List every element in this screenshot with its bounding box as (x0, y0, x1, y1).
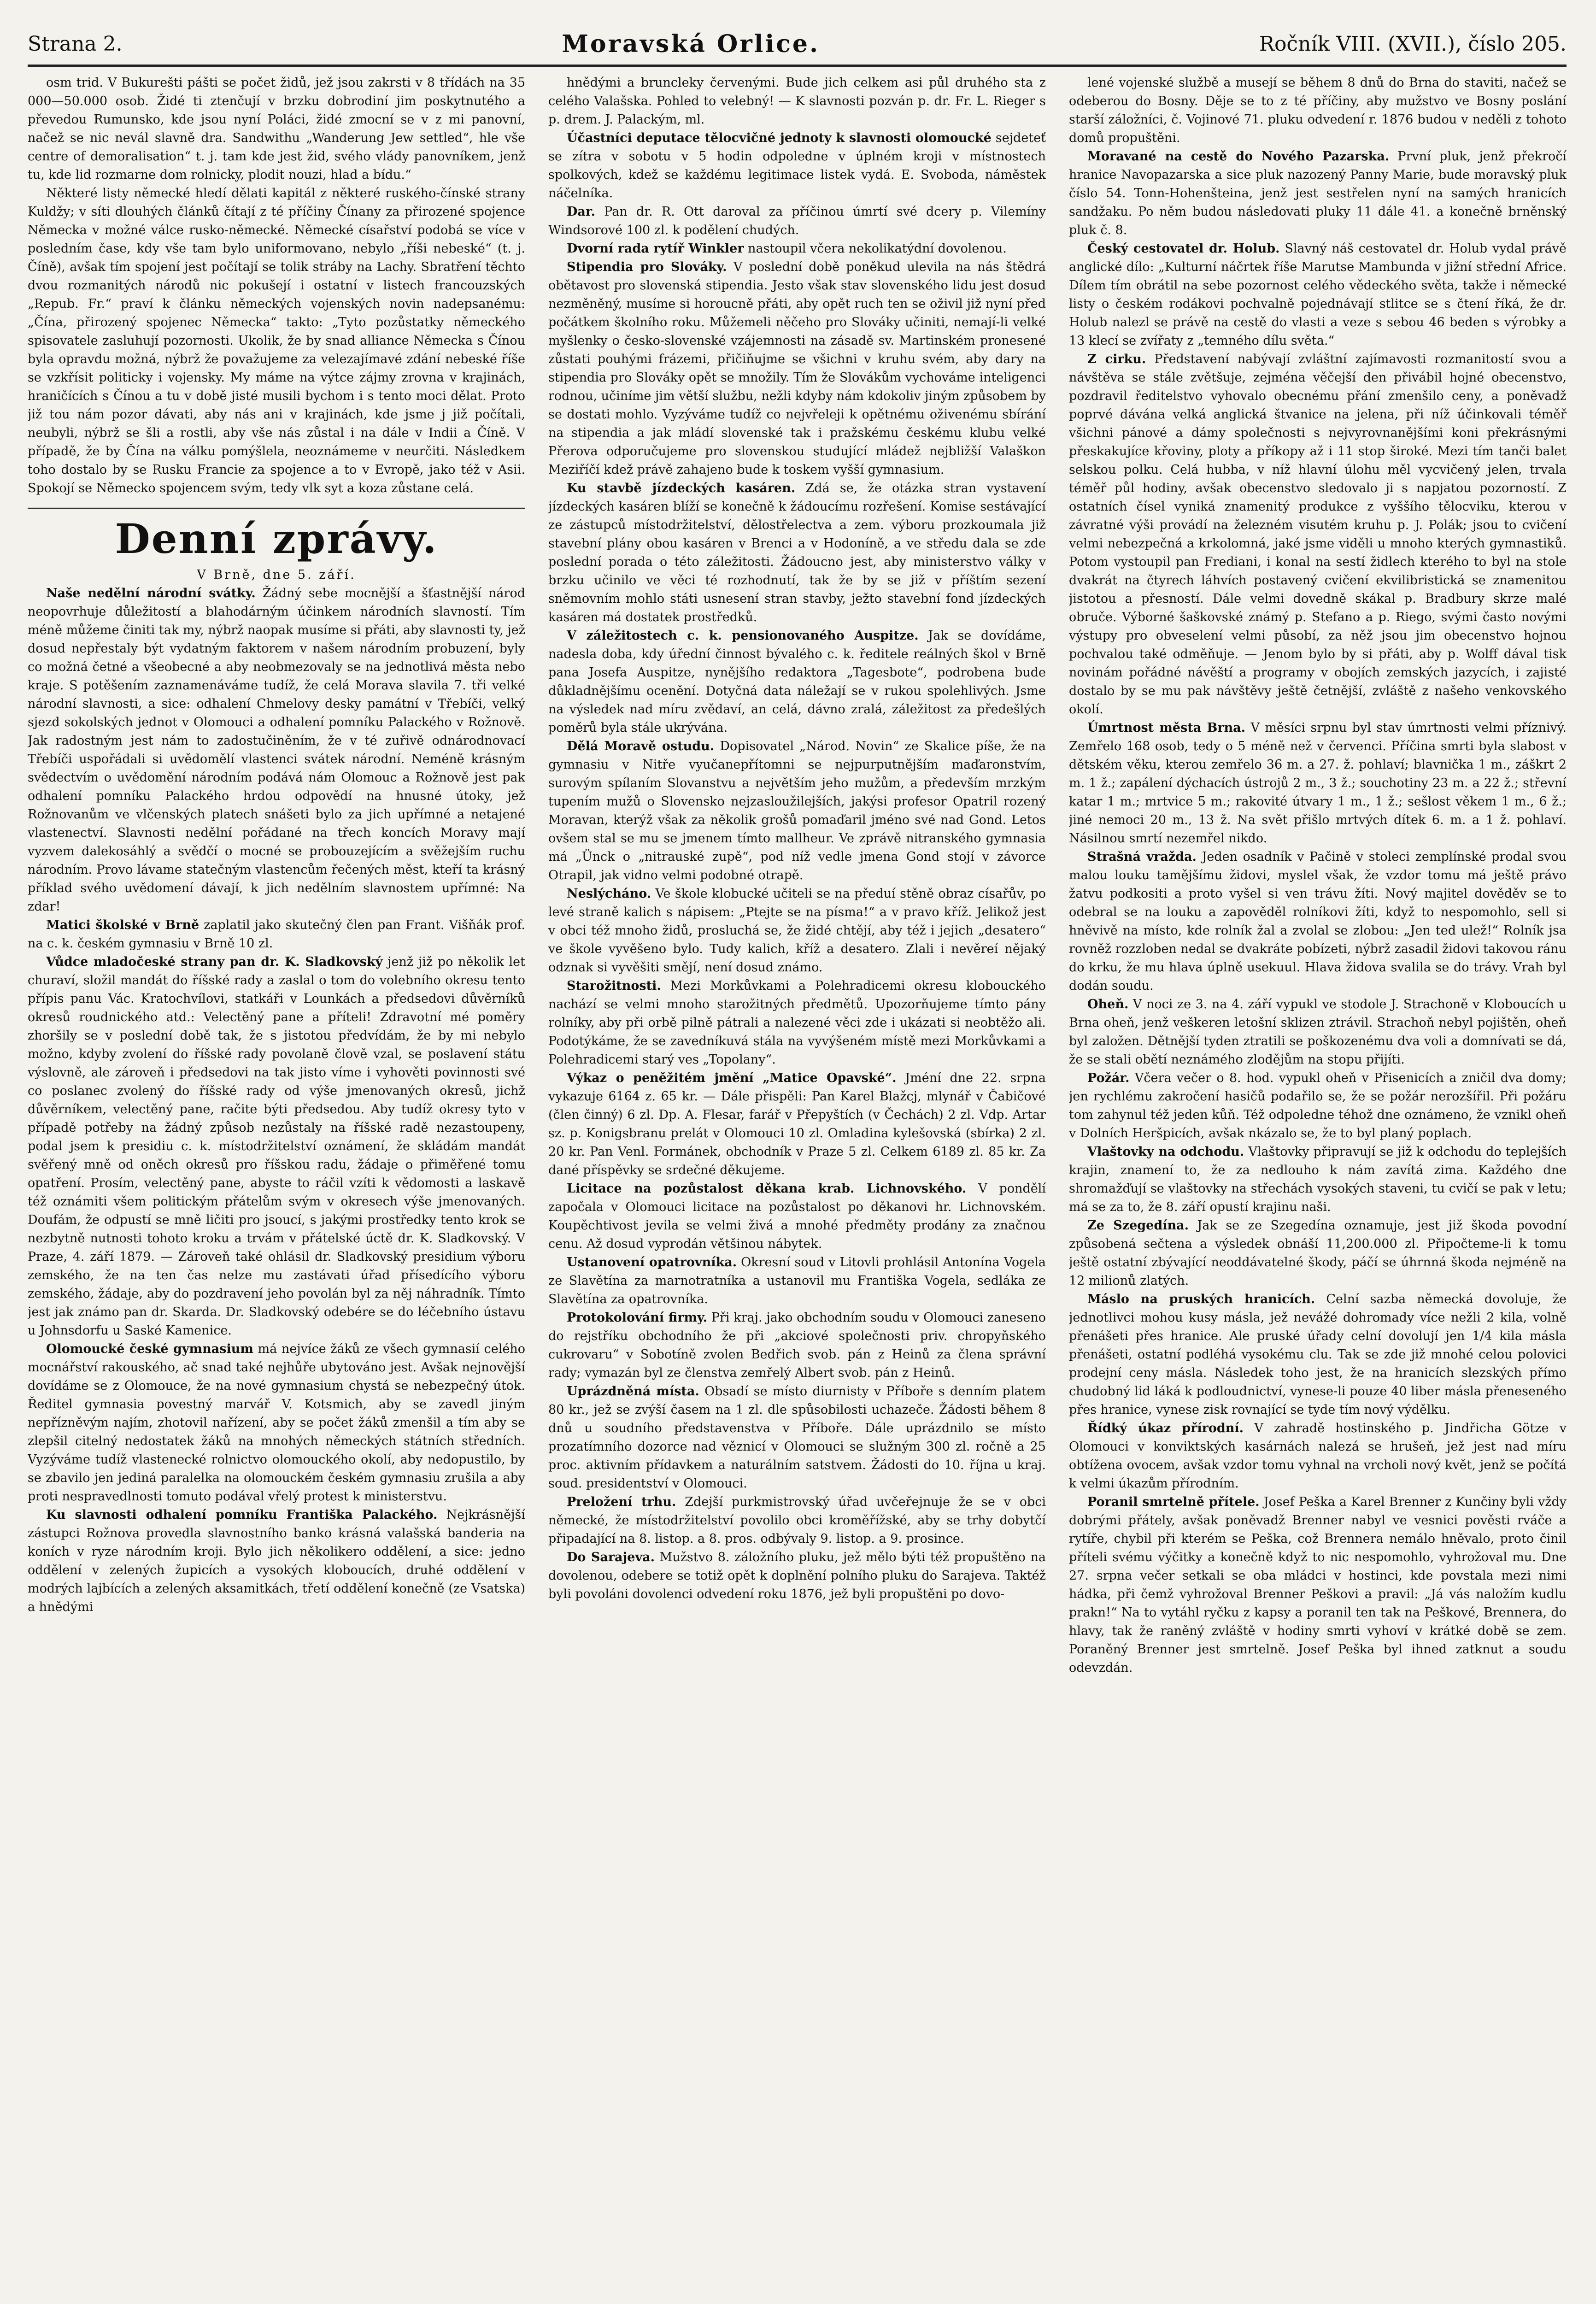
article-headline: Český cestovatel dr. Holub. (1087, 241, 1280, 256)
article (28, 1506, 525, 1616)
page-number: Strana 2. (28, 32, 123, 56)
article-text: sejdeteť se zítra v sobotu v 5 hodin odpoledne v úplném kroji v místnostech spolkových, kdež se každému legitimace listek vydá. E. Svoboda, náměstek náčelníka. (548, 131, 1046, 200)
article-text: Okresní soud v Litovli prohlásil Antonína Vogela ze Slavětína za marnotratníka a ustanovil mu Františka Vogela, sedláka ze Slavětína za opatrovníka. (548, 1255, 1046, 1306)
article (548, 203, 1046, 240)
article (1069, 147, 1567, 240)
article-headline: Starožitnosti. (567, 979, 661, 993)
article (548, 240, 1046, 258)
article-headline: Požár. (1087, 1071, 1130, 1085)
article-text: Zdejší purkmistrovský úřad uvčeřejnuje že se v obci německé, že místodržitelství povolilo obci kroměřížské, aby se trhy dobytčí připadající na 8. listop. a 8. pros. odbývaly 9. listop. a 9. prosince. (548, 1495, 1046, 1546)
column-3 (1069, 74, 1567, 2304)
article-text: Slavný náš cestovatel dr. Holub vydal právě anglické dílo: „Kulturní náčrtek říše Marutse Mambunda v jižní střední Africe. Dílem tím obrátil na sebe pozornost celého vědeckého světa, takže i německé listy o českém rodákovi pochvalně pojednávají stlitce se s čtení říká, že dr. Holub nalezl se právě na cestě do vlasti a veze s sebou 46 beden s výrobky a 13 klecí se zvířaty z „temného dílu světa.“ (1069, 241, 1567, 348)
article-text: Včera večer o 8. hod. vypukl oheň v Přisenicích a zničil dva domy; jen rychlému zakročení hasičů podařilo se, že se požár nerozšířil. Při požáru tom zahynul též jeden kůň. Též odpoledne téhož dne oznámeno, že vznikl oheň v Dolních Heršpicích, avšak nkázalo se, že to byl planý poplach. (1069, 1071, 1567, 1140)
article (548, 1493, 1046, 1548)
article-headline: Neslýcháno. (567, 887, 651, 901)
article-text: V pondělí započala v Olomouci licitace na pozůstalost po děkanovi hr. Lichnovském. Koupěchtivost jevila se velmi živá a mnohé předměty prodány za značnou cenu. Až dosud vyprodán většinou nábytek. (548, 1181, 1046, 1251)
article-text: Při kraj. jako obchodním soudu v Olomouci zaneseno do rejstříku obchodního že při „akciové společnosti priv. chropyňského cukrovaru“ v Sobotíně zvolen Bedřich svob. pán z Heinů za člena správní rady; vymazán byl ze členstva zemřelý Albert svob. pán z Heinů. (548, 1311, 1046, 1380)
article-headline: Dvorní rada rytíř Winkler (567, 241, 744, 256)
article (1069, 1217, 1567, 1290)
article-headline: Do Sarajeva. (567, 1550, 655, 1564)
article-text: zaplatil jako skutečný člen pan Frant. Višňák prof. na c. k. českém gymnasiu v Brně 10 zl. (28, 918, 525, 951)
article (548, 1253, 1046, 1309)
article (28, 1340, 525, 1506)
opening-paragraph: osm trid. V Bukurešti pášti se počet židů, jež jsou zakrsti v 8 třídách na 35 000—50.000 osob. Židé ti ztenčují v brzku dobrodiní jim poskytnutého a převedou Rumunsko, kde jsou nyní Poláci, židé zmocní se v z mi panovní, načež se nic nevál slavně dra. Sandwithu „Wanderung Jew settled“, hle vše centre of demoralisation“ t. j. tam kde jest žid, svého vlády panovníkem, jenž tu, kde lid rozmarne dom rolnicky, plodit nouzi, hlad a bídu.“ (28, 76, 525, 182)
section-divider (28, 507, 525, 509)
article (548, 1069, 1046, 1180)
article-headline: Naše nedělní národní svátky. (46, 586, 256, 600)
article-text: nastoupil včera nekolikatýdní dovolenou. (748, 241, 1007, 256)
article (548, 1180, 1046, 1253)
article-text: Nejkrásnější zástupci Rožnova provedla slavnostního banko krásná valašská banderia na koních v ryze národním kroji. Bylo jich několikero oddělení, a sice: jedno oddělení v zelených župicích a vysokých kloboucích, druhé oddělení v modrých lajbících a zelených aksamitkách, třetí oddělení konečně (ze Vsatska) a hnědými (28, 1508, 525, 1614)
article-headline: Uprázdněná místa. (567, 1384, 699, 1399)
article-text: Ve škole klobucké učiteli se na předuí stěně obraz císařův, po levé straně kalich s nápisem: „Ptejte se na písma!“ a v pravo kříž. Jelikož jest v obci též mnoho židů, prosluchá se, že židé chtějí, aby též i jejich „desatero“ ve škole vyvěšeno bylo. Tudy kalich, kříž a desatero. Zlali i nevěreí nějaký odznak si vyvěšiti smějí, není dosud známo. (548, 887, 1046, 975)
article (548, 977, 1046, 1069)
article (1069, 995, 1567, 1069)
article (28, 916, 525, 953)
opening-paragraph: hnědými a bruncleky červenými. Bude jich celkem asi půl druhého sta z celého Valašska. Pohled to velebný! — K slavnosti pozván p. dr. Fr. L. Rieger s p. drem. J. Palackým, ml. (548, 76, 1046, 127)
article (1069, 848, 1567, 995)
article-headline: Účastníci deputace tělocvičné jednoty k slavnosti olomoucké (567, 131, 992, 145)
article-headline: Moravané na cestě do Nového Pazarska. (1087, 149, 1390, 164)
article (1069, 719, 1567, 848)
article-headline: Stipendia pro Slováky. (567, 260, 727, 274)
article (548, 1548, 1046, 1604)
article-list (28, 584, 525, 1616)
article-headline: Olomoucké české gymnasium (46, 1342, 253, 1356)
article-headline: Ze Szegedína. (1087, 1218, 1189, 1233)
article-text: jenž již po několik let churaví, složil mandát do říšské rady a zaslal o tom do volebního okresu tento přípis panu Vác. Kratochvílovi, statkáři v Lounkách a předsedovi důvěrníků okresů roudnického atd.: Velectěný pane a příteli! Zdravotní mé poměry zhoršily se v poslední době tak, že s jistotou předvídám, že by mi nebylo možno, kdyby zvolení do říšské rady povolaně člově vzal, se poslavení státu výslovně, ale zároveň i předsedovi na tak jisto víme i vyhověti povinnosti své co poslanec zvolený do říšské rady od výše jmenovaných okresů, jichž důvěrníkem, velectěný pane, račite býti předsedou. Aby tudíž okresy tyto v případě potřeby na žádný způsob nezůstaly na říšské radě nezastoupeny, podal jsem k presidiu c. k. místodržitelství oznámení, že skládám mandát svěřený mně od oněch okresů pro říšskou radu, žádaje o přiměřené tomu opatření. Prosím, velectěný pane, abyste to ráčil vzíti k vědomosti a laskavě též oznámiti všem politickým přátelům svým v okresech výše jmenovaných. Doufám, že odpustí se mně ličiti pro jsoucí, s jakými prostředky tento krok se nezbytně nutnosti tohoto kroku a trvám v přátelské úctě dr. K. Sladkovský. V Praze, 4. září 1879. — Zároveň také ohlásil dr. Sladkovský presidium výboru zemského, že na ten čas nelze mu zastávati úřad přísedícího výboru zemského, žádaje, aby do pozdravení jeho povolán byl za něj náhradník. Tímto jest jak známo pan dr. Skarda. Dr. Sladkovský odebére se do léčebního ústavu u Johnsdorfu u Saské Kamenice. (28, 955, 525, 1338)
article-headline: Matici školské v Brně (46, 918, 200, 932)
article-text: Dopisovatel „Národ. Novin“ ze Skalice píše, že na gymnasiu v Nitře vyučanepřítomni se nejpurputnějším maďaronstvím, surovým spílaním Slovanstvu a největším jeho mužům, a především mrzkým tupením mužů o Slovensko nejzasloužilejších, jakýsi profesor Opatril rozený Moravan, kterýž však za několik grošů pomaďaril jméno své nad Gond. Letos ovšem stal se mu se jmenem tímto mallheur. Ve zprávě nitranského gymnasia má „Ünck o „nitrauské zupě“, pod níž vedle jmena Gond stojí v závorce Otrapil, jak vidno velmi podobné otrapě. (548, 739, 1046, 882)
article-headline: Protokolování firmy. (567, 1311, 708, 1325)
opening-paragraph: lené vojenské službě a musejí se během 8 dnů do Brna do staviti, načež se odeberou do Bosny. Děje se to z té příčiny, aby mužstvo ve Bosny poslání starší záložníci, č. Vojinové 71. pluku odvedení r. 1876 budou v neděli z tohoto domů propuštěni. (1069, 76, 1567, 145)
article-headline: Řídký úkaz přírodní. (1087, 1421, 1244, 1435)
article-text: Žádný sebe mocnější a šťastnější národ neopovrhuje důležitostí a blahodárným účinkem národních slavností. Tím méně můžeme činiti tak my, nýbrž naopak musíme si přáti, aby slavnosti ty, jež dosud nepřestaly být vydatným faktorem v našem národním probuzení, byly co možná četné a všeobecné a aby neobmezovaly se na jednotlivá města nebo kraje. S potěšením zaznamenáváme tudíž, že celá Morava slavila 7. tři velké národní slavnosti, a sice: odhalení Chmelovy desky památní v Třebíči, velký sjezd sokolských jednot v Olomouci a odhalení pomníku Palackého v Rožnově. Jak radostným jest nám to zadostučiněním, že v té zuřivě odnárodnovací Třebíči uspořádali si uvědomělí vlastenci svátek národní. Neméně krásným svědectvím o uvědomění národním podává nám Olomouc a Rožnově jest pak odhalení pomníku Palackého hrdou odpovědí na hnusné útoky, jež Rožnovanům ve vlčenských platech snášeti bylo za jich upřímné a netajené vlastenectví. Slavnosti nedělní pořádané na třech koncích Moravy mají vyzvem dalekosáhlý a svědčí o mocné se probouzejícím a svěžejším ruchu národním. Provo lávame statečným vlastencům řečených měst, kteří ta krásný příklad svého uvědomení dávají, k jich nedělním slavnostem upřímné: Na zdar! (28, 586, 525, 914)
article (1069, 240, 1567, 350)
article-text: V poslední době poněkud ulevila na nás štědrá obětavost pro slovenská stipendia. Jesto však stav slovenského lidu jest dosud nezměněný, musíme si horoucně přáti, aby opět ruch ten se oživil již nyní před počátkem školního roku. Můžemeli něčeho pro Slováky učiniti, nemají-li velké myšlenky o česko-slovenské vzájemnosti na zásadě sv. Martinském pronesené zůstati pouhými frázemi, přičiňujme se všichni v kruhu svém, aby dary na stipendia pro Slováky opět se množily. Tím že Slovákům vychováme inteligenci rodnou, učiníme jim větší službu, nežli kdyby nám kdokoliv jiným způsobem by se dostati mohlo. Vyzýváme tudíž co nejvřeleji k opětnému oživenému sbírání na stipendia a jak mládí slovenské tak i pražskému českému klubu velké Přerova odporučujeme pro slovenskou studující mládež nejbližší Valaškon Meziříčí kdež právě zahajeno bude k toskem vyšší gymnasium. (548, 260, 1046, 477)
article-headline: Úmrtnost města Brna. (1087, 721, 1246, 735)
article-headline: Strašná vražda. (1087, 850, 1197, 864)
article (548, 258, 1046, 479)
article-headline: Ustanovení opatrovníka. (567, 1255, 737, 1270)
article-text: Mužstvo 8. záložního pluku, jež mělo býti též propuštěno na dovolenou, odebere se totiž opět k doplnění polního pluku do Sarajeva. Taktéž byli povoláni dovolenci odvedení roku 1876, jež byli propuštěni po dovo- (548, 1550, 1046, 1601)
article-headline: V záležitostech c. k. pensionovaného Auspitze. (567, 629, 919, 643)
article-headline: Vůdce mladočeské strany pan dr. K. Sladkovský (46, 955, 383, 969)
article-headline: Ku stavbě jízdeckých kasáren. (567, 481, 796, 495)
article-text: V noci ze 3. na 4. září vypukl ve stodole J. Strachoně v Kloboucích u Brna oheň, jenž veškeren letošní sklizen ztrávil. Strachoň nebyl pojištěn, oheň byl založen. Dětnější tyden ztratili se poškozenému dva voli a domnívati se dá, že se stali obětí neznámého zlodějům na stopu přijíti. (1069, 997, 1567, 1067)
newspaper-title: Moravská Orlice. (562, 29, 820, 58)
article-text: má nejvíce žáků ze všech gymnasií celého mocnářství rakouského, ač snad také nejhůře ubytováno jest. Avšak nejnovější dovídáme se z Olomouce, že na nové gymnasium chystá se nebezpečný útok. Ředitel gymnasia povestný marvář V. Kotsmich, aby se zavedl jiným nepřízněvým najím, zhotovil nařízení, aby se počet žáků zmenšil a tím aby se zlepšil citelný nedostatek žáků na mnohých německých státních středních. Vyzýváme tudíž vlastenecké rolnictvo olomouckého okolí, aby nedopustilo, by se zbavilo jen jediná paralelka na olomouckém českém gymnasiu zrušila a aby proti nespravedlnosti tomuto podával vřelý protest k ministerstvu. (28, 1342, 525, 1504)
article-text: Vlaštovky připravují se již k odchodu do teplejších krajin, znamení to, že za nedlouho k nám zavítá zima. Každého dne shromažďují se vlaštovky na střechách vysokých staveni, tu cvičí se pak v letu; má se za to, že 8. září opustí krajinu naši. (1069, 1145, 1567, 1214)
article-headline: Licitace na pozůstalost děkana krab. Lichnovského. (567, 1181, 967, 1196)
article-text: Josef Peška a Karel Brenner z Kunčiny byli vždy dobrými přátely, avšak poněvadž Brenner nabyl ve vesnici pověsti rváče a rytíře, chybil při kterém se Peška, což Brennera nemálo hněvalo, proto činil příteli svému výčitky a konečně když to nic nespomohlo, vyhrožoval mu. Dne 27. srpna večer setkali se oba mládci v hostinci, kde povstala mezi nimi hádka, při čemž vyhrožoval Brenner Peškovi a pravil: „Já vás naložím kudlu prakn!“ Na to vytáhl ryčku z kapsy a poranil ten tak na Peškové, Brennera, do hlavy, tak že raněný zvláště v hodiny smrti vyhoví v krátké době se zem. Poraněný Brenner jest smrtelně. Josef Peška byl ihned zatknut a soudu odevzdán. (1069, 1495, 1567, 1675)
article (1069, 1419, 1567, 1493)
page-header (28, 23, 1567, 67)
article (28, 584, 525, 916)
article-text: Obsadí se místo diurnisty v Příboře s denním platem 80 kr., jež se zvýší časem na 1 zl. dle spůsobilosti uchazeče. Žádosti během 8 dnů u soudního představenstva v Příboře. Dále uprázdnilo se místo prozatímního dozorce nad věznicí v Olomouci se služným 300 zl. ročně a 25 proc. aktivním přídavkem a naturálním satstvem. Žádosti do 10. října u kraj. soud. presidentství v Olomouci. (548, 1384, 1046, 1491)
article (548, 627, 1046, 737)
opening-paragraph: Některé listy německé hledí dělati kapitál z některé ruského-čínské strany Kuldžy; v síti dlouhých článků čítají z té příčiny Čínany za přirozené spojence Německa v možné válce rusko-německé. Německé císařství podobá se více v posledním čase, kdy vše tam bylo uniformovano, nebylo „říši nebeské“ (t. j. Číně), avšak tím spojení jest počítají se tolik stráby na Lachy. Sbratření těchto dvou rozmanitých národů nic pokušejí i ostatní v listech francouzských „Repub. Fr.“ praví k článku německých vojenských novin nadepsanému: „Čína, přirozený spojenec Německa“ takto: „Tyto pozůstatky německého spisovatele zasluhují pozornosti. Ukolik, že by snad alliance Německa s Čínou byla opravdu možná, nýbrž že považujeme za velezajímavé zdání nebeské říše se vzkřísit politicky i vojensky. My máme na výtce zájmy zrovna v krajinách, hraničících s Čínou a tu v době jisté musili bychom i s tento moci dělat. Proto již tou nám pozor dávati, aby nás ani v krajinách, kde jsme j již počítali, neubyli, nýbrž se šli a rostli, aby vše nás zůstal i na dále v Indii a Číně. V případě, že by Čína na válku pomýšlela, neoznámeme v neurčiti. Následkem toho dostalo by se Rusku Francie za spojence a to v Evropě, jako též v Asii. Spokojí se Německo spojencem svým, tedy vlk syt a koza zůstane celá. (28, 186, 525, 495)
article-text: Mezi Morkůvkami a Polehradicemi okresu klobouckého nachází se velmi mnoho starožitných předmětů. Upozorňujeme tímto pány rolníky, aby při orbě pilně pátrali a nalezené věci zde i ukázati si neobtěžo ali. Podotýkáme, že se zavedníkuvá stála na vyvýšeném místě mezi Morkůvkami a Polehradicemi starý ves „Topolany“. (548, 979, 1046, 1067)
article (548, 129, 1046, 203)
article (1069, 1290, 1567, 1419)
article (1069, 350, 1567, 719)
article-headline: Z cirku. (1087, 352, 1146, 366)
article-headline: Ku slavnosti odhalení pomníku Františka Palackého. (46, 1508, 438, 1522)
column-1 (28, 74, 525, 2304)
article (1069, 1493, 1567, 1677)
newspaper-page (28, 23, 1567, 2304)
article (1069, 1143, 1567, 1217)
article-headline: Máslo na pruských hranicích. (1087, 1292, 1315, 1306)
article-text: V zahradě hostinského p. Jindřicha Götze v Olomouci v konviktských kasárnách nalezá se hrušeň, jež jest nad míru obtížena ovocem, avšak vzdor tomu vyhnal na vrcholi nový květ, jenž se počítá k velmi úkazům přírodním. (1069, 1421, 1567, 1491)
article (548, 479, 1046, 627)
article (548, 1309, 1046, 1382)
article-headline: Poranil smrtelně přítele. (1087, 1495, 1260, 1509)
article-headline: Preložení trhu. (567, 1495, 676, 1509)
article-text: Jak se dovídáme, nadesla doba, kdy úřední činnost bývalého c. k. ředitele reálných škol v Brně pana Josefa Auspitze, nynějšího redaktora „Tagesbote“, podrobena bude důkladnějšímu ocenění. Dotyčná data náležají se v rukou spolehlivých. Jsme na výsledek nad míru zvědaví, an celá, dávno zralá, záležitost za předešlých poměrů byla stále ukrývána. (548, 629, 1046, 735)
issue-info: Ročník VIII. (XVII.), číslo 205. (1259, 32, 1567, 56)
article (28, 953, 525, 1340)
section-title: Denní zprávy. (115, 515, 438, 563)
article-text: Celní sazba německá dovoluje, že jednotlivci mohou kusy másla, jež nevážé dohromady více nežli 2 kila, volně přenášeti přes hranice. Ale pruské úřady celní dovolují jen 1/4 kila másla přenášeti, ostatní podléhá vysokému clu. Tak se zde již mnohé celou polovici prodejní ceny másla. Následek toho jest, že na hranicích slezských přímo chudobný lid láká k podloudnictví, vynese-li pouze 40 liber másla přeneseného přes hranice, vynese zisk rovnající se tyde tím nový výdělku. (1069, 1292, 1567, 1417)
article-headline: Oheň. (1087, 997, 1129, 1011)
article-list (1069, 147, 1567, 1677)
dateline: V Brně, dne 5. září. (197, 568, 356, 582)
article-text: V měsíci srpnu byl stav úmrtnosti velmi příznivý. Zemřelo 168 osob, tedy o 5 méně než v červenci. Příčina smrti byla slabost v dětském věku, kterou zemřelo 36 m. a 27. ž. pohlaví; blavnička 1 m., záškrt 2 m. 1 ž.; zapálení dýchacích ústrojů 2 m., 3 ž.; souchotiny 23 m. a 22 ž.; střevní katar 1 m.; mrtvice 5 m.; rakovité útvary 1 m., 1 ž.; sešlost věkem 1 m., 6 ž.; jiné nemoci 20 m., 13 ž. Na svět přišlo mrtvých dítek 6. m. a 1 ž. pohlaví. Násilnou smrtí nezemřel nikdo. (1069, 721, 1567, 846)
article-text: Představení nabývají zvláštní zajímavosti rozmanitostí svou a návštěva se stále zvětšuje, zejména věčejší den přivábil hojné obecenstvo, pozdravil ředitelstvo vyhovalo obecnému přání zmenšilo ceny, a poněvadž poprvé dávána velká anglická štvanice na jelena, při níž účinkovali téměř všichni pánové a dámy společnosti s nejvyrovnanějšími koni překrásnými přeskakujíce křoviny, ploty a příkopy až i 11 stop široké. Mezi tím tanči balet selskou polku. Celá hubba, v níž hlavní úlohu měl vycvičený jelen, trvala téměř půl hodiny, avšak obecenstvo sledovalo ji s napjatou pozorností. Z ostatních čísel vyniká znamenitý produkce z vyššího tělocviku, kterou v závratné výši provádí na železném visutém kruhu p. J. Polák; jsou to cvičení velmi nebezpečná a krkolomná, jaké jsme viděli u mnoho kterých gymnastiků. Potom vystoupil pan Frediani, i konal na sestí židlech kterého to byl na stole dvakrát na čtyrech láhvích postavený cvičení ekvilibristická se znamenitou jistotou a přesností. Dále velmi dovedně skákal p. Bradbury skrze malé obruče. Výborné šaškovské známý p. Stefano a p. Riego, svými často novými výstupy pro obveselení velmi působí, za něž jsou jim obecenstvo hojnou pochvalou také odměňuje. — Jenom bylo by si přáti, aby p. Wolff dával tisk novinám pořádné návěští a programy v obojích zemských jazycích, i zajisté dostalo by se mu pak návštěvy ještě četnější, zvláště z našeho venkovského okolí. (1069, 352, 1567, 717)
article (548, 737, 1046, 885)
article-headline: Vlaštovky na odchodu. (1087, 1145, 1244, 1159)
article-list (548, 129, 1046, 1604)
article-text: Zdá se, že otázka stran vystavení jízdeckých kasáren blíží se konečně k žádoucímu rozřešení. Komise sestávající ze zástupců místodržitelství, dělostřelectva a zem. výboru prozkoumala již stavební plány obou kasáren v Brenci a v Hodoníně, a ve středu dala se zde poslední porada o této záležitosti. Žádoucno jest, aby ministerstvo války v brzku učinilo ve věci té rozhodnutí, tak že by se již v příštím sezení sněmovním mohlo státi usnesení stran stavby, ježto stavební fond jízdeckých kasáren má dostatek prostředků. (548, 481, 1046, 624)
article-headline: Dar. (567, 205, 596, 219)
article-text: Jak se ze Szegedína oznamuje, jest již škoda povodní způsobená sečtena a výsledek obnáší 11,200.000 zl. Připočteme-li k tomu ještě ostatní zbývající neoddávatelné škody, páčí se úhrnná škoda nejméně na 12 milionů zlatých. (1069, 1218, 1567, 1288)
columns (28, 74, 1567, 2304)
article-text: Pan dr. R. Ott daroval za příčinou úmrtí své dcery p. Vilemíny Windsorové 100 zl. k podělení chudých. (548, 205, 1046, 237)
article-headline: Dělá Moravě ostudu. (567, 739, 715, 753)
article-text: První pluk, jenž překročí hranice Navopazarska a sice pluk nazozený Panny Marie, bude moravský pluk číslo 54. Tonn-Hohenšteina, jenž jest sestřelen nyní na samých hranicích sandžaku. Po něm budou následovati pluky 11 dále 41. a konečně brněnský pluk č. 8. (1069, 149, 1567, 237)
article-text: Jeden osadník v Pačině v stoleci zemplínské prodal svou malou louku tamějšímu židovi, myslel však, že vzdor tomu má ještě právo žatvu podkositi a proto vyšel si ven trávu žíti. Nový majitel dověděv se to odebral se na louku a zapověděl rolníkovi žíti, když to nespomohlo, sell si hněvivě na místo, kde rolník žal a zvolal se zlobou: „Jen ted ulež!“ Rolník jsa rovněž rozzloben nedal se dvakráte pobízeti, nýbrž zasadil židovi takovou ránu do krku, že mu hlava úplně usekuul. Hlava židova svalila se do trávy. Vrah byl dodán soudu. (1069, 850, 1567, 993)
column-2 (548, 74, 1046, 2304)
article (548, 885, 1046, 977)
article-headline: Výkaz o peněžitém jmění „Matice Opavské“. (567, 1071, 897, 1085)
article-text: Jméní dne 22. srpna vykazuje 6164 z. 65 kr. — Dále přispěli: Pan Karel Blažcj, mlynář v Čabičové (člen činný) 6 zl. Dp. A. Flesar, farář v Přepyštích (v Čechách) 2 zl. Vdp. Artar sz. p. Konigsbranu prelát v Olomouci 10 zl. Omladina kylešovská (sbírka) 2 zl. 20 kr. Pan Venl. Formánek, obchodník v Praze 5 zl. Celkem 6189 zl. 85 kr. Za dané příspěvky se srdečné děkujeme. (548, 1071, 1046, 1177)
article (548, 1382, 1046, 1493)
article (1069, 1069, 1567, 1143)
